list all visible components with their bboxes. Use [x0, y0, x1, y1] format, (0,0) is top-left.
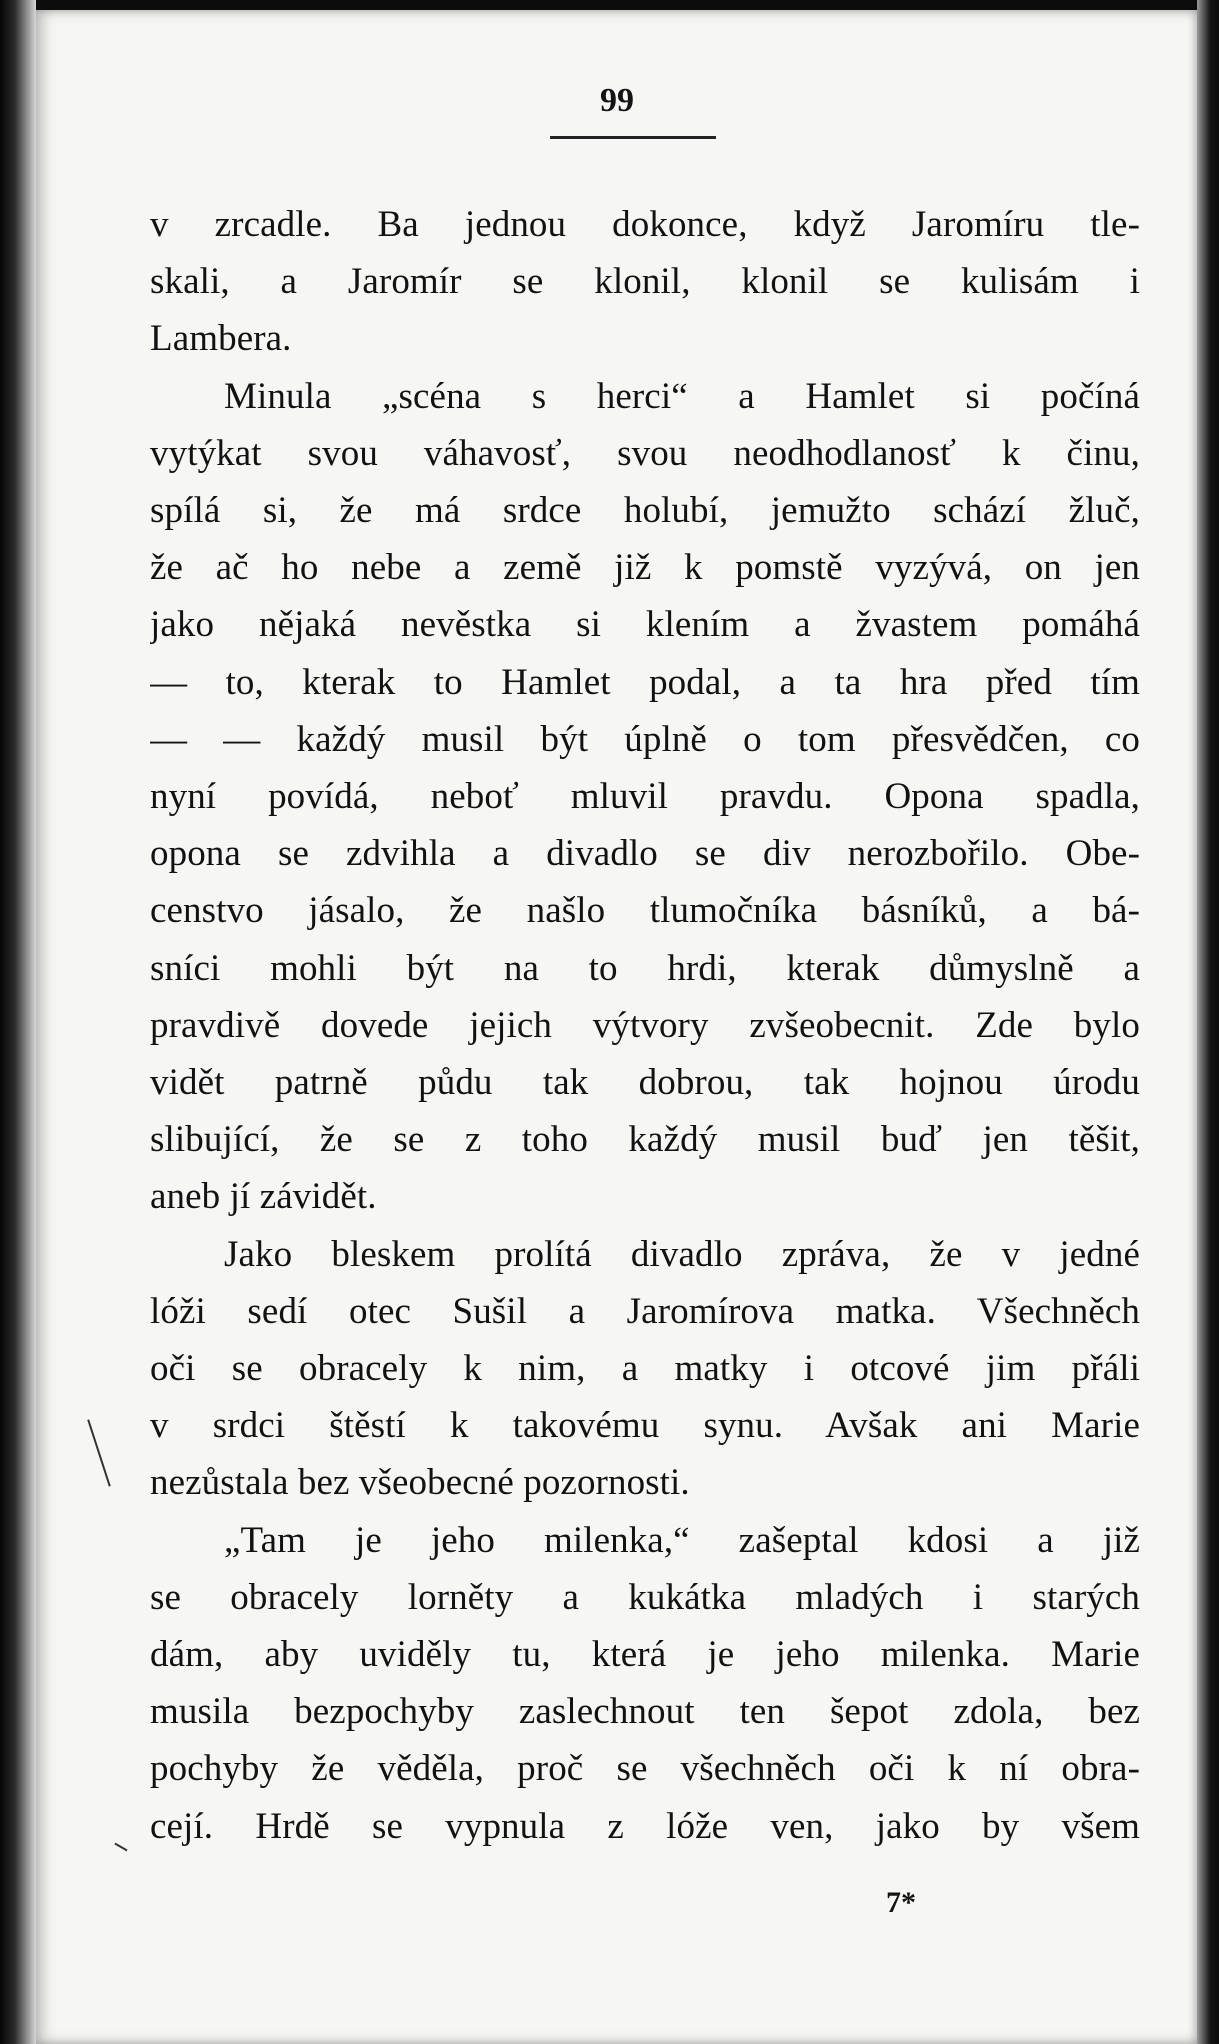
text-line: že ač ho nebe a země již k pomstě vyzývá, on jen: [150, 547, 1140, 589]
text-line: nezůstala bez všeobecné pozornosti.: [150, 1462, 690, 1504]
text-line: — to, kterak to Hamlet podal, a ta hra před tím: [150, 661, 1140, 703]
text-line: jako nějaká nevěstka si klením a žvastem pomáhá: [150, 604, 1140, 646]
text-line: vytýkat svou váhavosť, svou neodhodlanosť k činu,: [150, 432, 1140, 474]
text-line: Jako bleskem prolítá divadlo zpráva, že v jedné: [224, 1233, 1140, 1275]
text-line: opona se zdvihla a divadlo se div nerozbořilo. Obe-: [150, 833, 1140, 875]
book-page: [36, 10, 1198, 2044]
page-number: 99: [600, 82, 634, 119]
header-rule: [550, 136, 716, 139]
text-line: vidět patrně půdu tak dobrou, tak hojnou úrodu: [150, 1062, 1140, 1104]
text-line: oči se obracely k nim, a matky i otcové jim přáli: [150, 1348, 1140, 1390]
text-line: Minula „scéna s herci“ a Hamlet si počíná: [224, 375, 1140, 417]
text-line: pravdivě dovede jejich výtvory zvšeobecnit. Zde bylo: [150, 1004, 1140, 1046]
margin-scratch: [114, 1843, 127, 1852]
text-line: pochyby že věděla, proč se všechněch oči k ní obra-: [150, 1748, 1140, 1790]
signature-mark: 7*: [886, 1886, 916, 1919]
text-line: se obracely lorněty a kukátka mladých i starých: [150, 1576, 1140, 1618]
text-line: lóži sedí otec Sušil a Jaromírova matka. Všechněch: [150, 1290, 1140, 1332]
text-line: musila bezpochyby zaslechnout ten šepot zdola, bez: [150, 1691, 1140, 1733]
margin-scratch: [87, 1419, 111, 1486]
text-line: slibující, že se z toho každý musil buď jen těšit,: [150, 1119, 1140, 1161]
text-line: sníci mohli být na to hrdi, kterak důmyslně a: [150, 947, 1140, 989]
text-line: censtvo jásalo, že našlo tlumočníka básníků, a bá-: [150, 890, 1140, 932]
text-line: Lambera.: [150, 318, 292, 360]
body-text: [150, 196, 1140, 1855]
page-edge-shadow: [1197, 0, 1219, 2044]
text-line: nyní povídá, neboť mluvil pravdu. Opona spadla,: [150, 776, 1140, 818]
book-spine-shadow: [0, 0, 36, 2044]
text-line: cejí. Hrdě se vypnula z lóže ven, jako by všem: [150, 1805, 1140, 1847]
text-line: — — každý musil být úplně o tom přesvědčen, co: [150, 718, 1140, 760]
text-line: spílá si, že má srdce holubí, jemužto schází žluč,: [150, 490, 1140, 532]
text-line: dám, aby uviděly tu, která je jeho milenka. Marie: [150, 1634, 1140, 1676]
text-line: v zrcadle. Ba jednou dokonce, když Jaromíru tle-: [150, 204, 1140, 245]
text-line: aneb jí závidět.: [150, 1176, 377, 1218]
text-line: „Tam je jeho milenka,“ zašeptal kdosi a již: [224, 1519, 1140, 1561]
text-line: v srdci štěstí k takovému synu. Avšak ani Marie: [150, 1405, 1140, 1447]
text-line: skali, a Jaromír se klonil, klonil se kulisám i: [150, 261, 1140, 303]
